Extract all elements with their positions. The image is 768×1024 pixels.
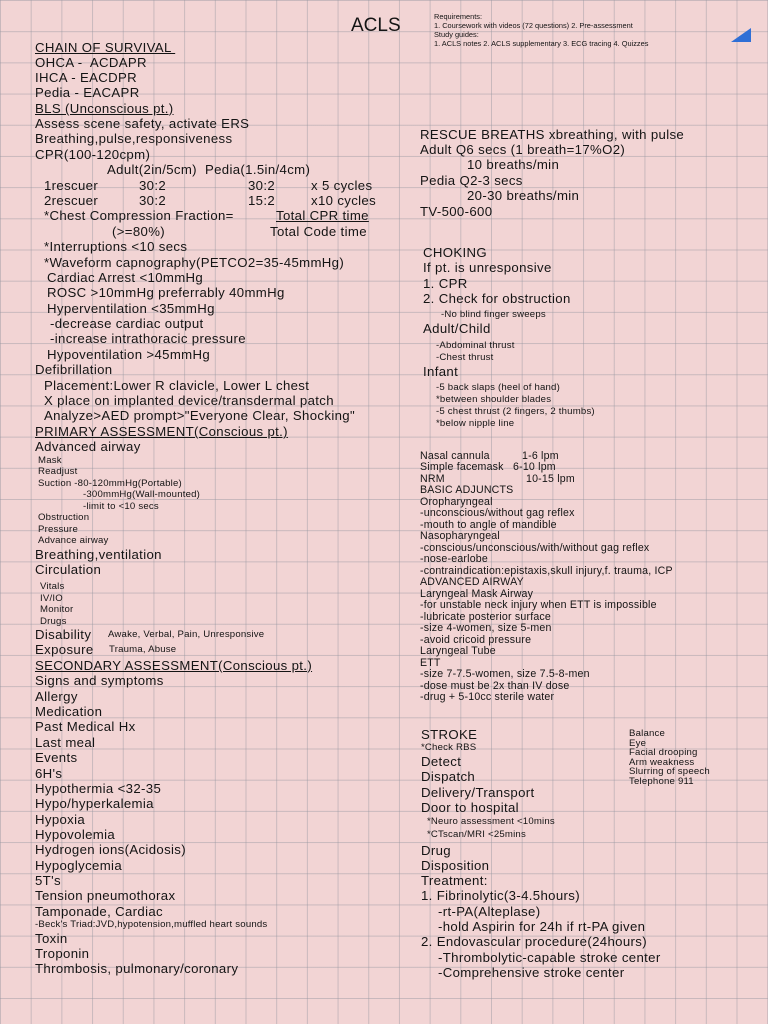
note-line: Advanced airway — [35, 439, 141, 454]
table-cell: Nasal cannula — [420, 450, 490, 462]
note-line: Hypoxia — [35, 812, 86, 827]
note-line: ROSC >10mmHg preferrably 40mmHg — [47, 285, 285, 300]
note-line: -avoid cricoid pressure — [420, 634, 532, 646]
note-line: TV-500-600 — [420, 204, 493, 219]
note-line: -hold Aspirin for 24h if rt-PA given — [438, 919, 646, 934]
note-line: Delivery/Transport — [421, 785, 535, 800]
note-line: *Waveform capnography(PETCO2=35-45mmHg) — [44, 255, 345, 270]
note-line: 20-30 breaths/min — [467, 188, 580, 203]
note-line: If pt. is unresponsive — [423, 260, 552, 275]
note-line: CPR(100-120cpm) — [35, 147, 151, 162]
section-heading: CHOKING — [423, 245, 487, 260]
note-line: Oropharyngeal — [420, 496, 493, 508]
note-line: Adult Q6 secs (1 breath=17%O2) — [420, 142, 626, 157]
table-cell: 30:2 — [139, 178, 167, 193]
note-line: Hydrogen ions(Acidosis) — [35, 842, 186, 857]
note-line: Hyperventilation <35mmHg — [47, 301, 215, 316]
note-line: Last meal — [35, 735, 96, 750]
note-line: Tension pneumothorax — [35, 888, 176, 903]
note-line: Tamponade, Cardiac — [35, 904, 163, 919]
table-cell: 1rescuer — [44, 178, 99, 193]
note-line: Laryngeal Tube — [420, 645, 496, 657]
note-line: Total CPR time — [276, 208, 369, 223]
note-line: Allergy — [35, 689, 78, 704]
note-line: Breathing,pulse,responsiveness — [35, 131, 233, 146]
note-line: Vitals — [40, 581, 65, 592]
requirements-line: 1. Coursework with videos (72 questions) 2. Pre-assessment — [434, 21, 633, 31]
note-line: 1. Fibrinolytic(3-4.5hours) — [421, 888, 580, 903]
note-line: -size 7-7.5-women, size 7.5-8-men — [420, 668, 590, 680]
note-line: Hypovolemia — [35, 827, 116, 842]
note-line: IV/IO — [40, 593, 63, 604]
section-heading: CHAIN OF SURVIVAL — [35, 40, 176, 55]
note-line: Nasopharyngeal — [420, 530, 500, 542]
note-line: Assess scene safety, activate ERS — [35, 116, 250, 131]
note-line: *Chest Compression Fraction= — [44, 208, 234, 223]
note-line: Door to hospital — [421, 800, 519, 815]
note-line: Medication — [35, 704, 103, 719]
note-line: -drug + 5-10cc sterile water — [420, 691, 555, 703]
note-line: Hypo/hyperkalemia — [35, 796, 154, 811]
note-line: Adult/Child — [423, 321, 491, 336]
befast-item: Slurring of speech — [629, 766, 710, 777]
note-line: Trauma, Abuse — [109, 644, 177, 655]
requirements-note — [434, 12, 724, 48]
note-line: Pedia - EACAPR — [35, 85, 140, 100]
note-line: Mask — [38, 455, 62, 466]
note-line: OHCA - ACDAPR — [35, 55, 147, 70]
note-line: RESCUE BREATHS xbreathing, with pulse — [420, 127, 685, 142]
note-line: Monitor — [40, 604, 74, 615]
note-line: Laryngeal Mask Airway — [420, 588, 534, 600]
section-heading: BLS (Unconscious pt.) — [35, 101, 174, 116]
note-line: Treatment: — [421, 873, 488, 888]
note-line: *between shoulder blades — [436, 394, 552, 405]
note-line: Obstruction — [38, 512, 90, 523]
table-cell: Simple facemask — [420, 461, 504, 473]
requirements-line: 1. ACLS notes 2. ACLS supplementary 3. ECG tracing 4. Quizzes — [434, 39, 649, 49]
befast-item: Eye — [629, 738, 647, 749]
note-line: *Neuro assessment <10mins — [427, 816, 555, 827]
requirements-line: Study guides: — [434, 30, 479, 40]
note-line: Placement:Lower R clavicle, Lower L chest — [44, 378, 310, 393]
note-line: Defibrillation — [35, 362, 113, 377]
table-cell: 30:2 — [248, 178, 276, 193]
note-line: Analyze>AED prompt>"Everyone Clear, Shocking" — [44, 408, 355, 423]
table-cell: 10-15 lpm — [526, 473, 575, 485]
note-line: 2. Endovascular procedure(24hours) — [421, 934, 647, 949]
note-line: -nose-earlobe — [420, 553, 488, 565]
note-line: ADVANCED AIRWAY — [420, 576, 524, 588]
table-cell: x10 cycles — [311, 193, 377, 208]
section-heading: STROKE — [421, 727, 478, 742]
note-line: Drug — [421, 843, 451, 858]
note-line: Thrombosis, pulmonary/coronary — [35, 961, 239, 976]
table-cell: 2rescuer — [44, 193, 99, 208]
note-line: Cardiac Arrest <10mmHg — [47, 270, 204, 285]
note-line: -limit to <10 secs — [83, 501, 159, 512]
note-line: -increase intrathoracic pressure — [50, 331, 246, 346]
note-line: Troponin — [35, 946, 90, 961]
table-cell: x 5 cycles — [311, 178, 373, 193]
note-line: -Thrombolytic-capable stroke center — [438, 950, 661, 965]
note-line: Disposition — [421, 858, 490, 873]
note-line: Awake, Verbal, Pain, Unresponsive — [108, 629, 265, 640]
befast-item: Facial drooping — [629, 747, 698, 758]
note-line: Exposure — [35, 642, 94, 657]
note-line: -rt-PA(Alteplase) — [438, 904, 541, 919]
note-line: Suction -80-120mmHg(Portable) — [38, 478, 182, 489]
note-line: *Check RBS — [421, 742, 477, 753]
note-line: 6H's — [35, 766, 63, 781]
note-line: Readjust — [38, 466, 78, 477]
note-line: Advance airway — [38, 535, 109, 546]
note-line: 2. Check for obstruction — [423, 291, 571, 306]
note-line: Infant — [423, 364, 459, 379]
section-heading: PRIMARY ASSESSMENT(Conscious pt.) — [35, 424, 288, 439]
note-line: -Comprehensive stroke center — [438, 965, 625, 980]
note-line: Total Code time — [270, 224, 367, 239]
note-line: X place on implanted device/transdermal patch — [44, 393, 334, 408]
table-cell: 6-10 lpm — [513, 461, 556, 473]
note-line: Events — [35, 750, 78, 765]
note-line: -unconscious/without gag reflex — [420, 507, 575, 519]
requirements-line: Requirements: — [434, 12, 483, 21]
pen-icon[interactable] — [731, 28, 751, 42]
note-line: -for unstable neck injury when ETT is impossible — [420, 599, 657, 611]
note-line: Past Medical Hx — [35, 719, 136, 734]
note-line: -dose must be 2x than IV dose — [420, 680, 570, 692]
note-line: Toxin — [35, 931, 68, 946]
note-line: BASIC ADJUNCTS — [420, 484, 514, 496]
note-line: IHCA - EACDPR — [35, 70, 138, 85]
table-cell: 30:2 — [139, 193, 167, 208]
note-line: -5 back slaps (heel of hand) — [436, 382, 560, 393]
note-line: 1. CPR — [423, 276, 468, 291]
note-line: (>=80%) — [112, 224, 166, 239]
note-line: Signs and symptoms — [35, 673, 164, 688]
table-cell: 1-6 lpm — [522, 450, 559, 462]
page-title: ACLS — [351, 15, 401, 36]
befast-item: Telephone 911 — [629, 776, 694, 787]
note-line: Dispatch — [421, 769, 476, 784]
note-line: -5 chest thrust (2 fingers, 2 thumbs) — [436, 406, 595, 417]
note-line: -size 4-women, size 5-men — [420, 622, 552, 634]
note-line: Adult(2in/5cm) Pedia(1.5in/4cm) — [107, 162, 311, 177]
note-line: Circulation — [35, 562, 102, 577]
note-line: -Beck's Triad:JVD,hypotension,muffled heart sounds — [35, 919, 268, 930]
note-line: *CTscan/MRI <25mins — [427, 829, 526, 840]
note-line: -No blind finger sweeps — [441, 309, 546, 320]
note-line: -mouth to angle of mandible — [420, 519, 557, 531]
note-line: ETT — [420, 657, 441, 669]
note-line: -Chest thrust — [436, 352, 494, 363]
note-line: *below nipple line — [436, 418, 515, 429]
note-line: Pedia Q2-3 secs — [420, 173, 523, 188]
table-cell: NRM — [420, 473, 445, 485]
section-heading: SECONDARY ASSESSMENT(Conscious pt.) — [35, 658, 313, 673]
note-line: -lubricate posterior surface — [420, 611, 552, 623]
note-line: -decrease cardiac output — [50, 316, 204, 331]
note-line: Hypoglycemia — [35, 858, 123, 873]
note-line: -300mmHg(Wall-mounted) — [83, 489, 201, 500]
note-line: -contraindication:epistaxis,skull injury,f. trauma, ICP — [420, 565, 673, 577]
note-line: Hypothermia <32-35 — [35, 781, 162, 796]
note-line: -Abdominal thrust — [436, 340, 515, 351]
befast-item: Arm weakness — [629, 757, 695, 768]
table-cell: 15:2 — [248, 193, 276, 208]
note-line: Drugs — [40, 616, 67, 627]
note-line: Detect — [421, 754, 462, 769]
note-line: Disability — [35, 627, 92, 642]
note-line: Hypoventilation >45mmHg — [47, 347, 211, 362]
note-line: 10 breaths/min — [467, 157, 560, 172]
note-line: Pressure — [38, 524, 78, 535]
note-line: *Interruptions <10 secs — [44, 239, 188, 254]
befast-item: Balance — [629, 728, 666, 739]
note-line: 5T's — [35, 873, 61, 888]
note-line: -conscious/unconscious/with/without gag reflex — [420, 542, 650, 554]
note-line: Breathing,ventilation — [35, 547, 162, 562]
